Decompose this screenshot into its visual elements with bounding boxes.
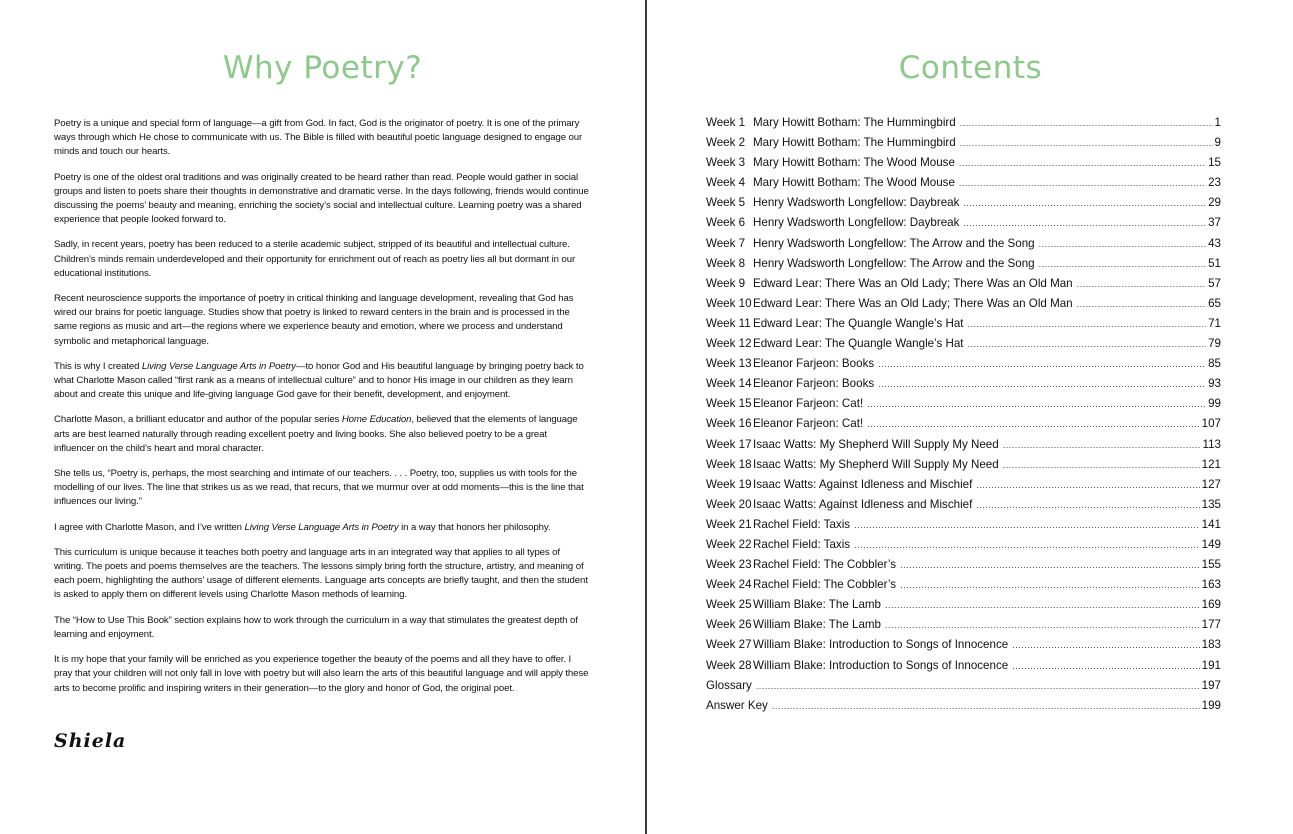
- essay-paragraph: [54, 360, 590, 403]
- toc-entry-title: Eleanor Farjeon: Books: [753, 377, 875, 391]
- toc-page-number: 57: [1208, 276, 1221, 290]
- toc-entry[interactable]: [706, 216, 1221, 236]
- toc-entry[interactable]: [706, 116, 1221, 136]
- toc-week-label: Week 2: [706, 136, 746, 150]
- toc-page-number: 135: [1201, 497, 1221, 511]
- toc-entry-title: Eleanor Farjeon: Cat!: [753, 397, 864, 411]
- toc-week-label: Week 16: [706, 417, 752, 431]
- toc-entry[interactable]: [706, 478, 1221, 498]
- toc-page-number: 197: [1201, 678, 1221, 692]
- toc-page-number: 23: [1208, 176, 1221, 190]
- toc-entry[interactable]: [706, 156, 1221, 176]
- toc-week-label: Week 17: [706, 437, 752, 451]
- toc-entry-title: Rachel Field: The Cobbler’s: [753, 578, 897, 592]
- toc-leader-dots: [878, 379, 1206, 389]
- toc-page-number: 163: [1201, 578, 1221, 592]
- toc-entry-title: Mary Howitt Botham: The Wood Mouse: [753, 176, 955, 190]
- essay-paragraph: [54, 413, 590, 456]
- toc-leader-dots: [867, 399, 1206, 409]
- toc-entry[interactable]: [706, 598, 1221, 618]
- toc-leader-dots: [968, 339, 1207, 349]
- toc-page-number: 9: [1214, 136, 1221, 150]
- toc-leader-dots: [885, 620, 1200, 630]
- toc-entry[interactable]: [706, 518, 1221, 538]
- toc-page-number: 1: [1214, 116, 1221, 129]
- toc-entry[interactable]: [706, 558, 1221, 578]
- paragraph-text: This curriculum is unique because it teaches both poetry and language arts in an integrated way that applies to all types of writing. The poets and poems themselves are the teachers. The lessons simply bring forth the structure, artistry, and meaning of each poem, highlighting the authors’ usage of different elements. Language arts concepts are briefly taught, and then the student is asked to apply them on different levels using Charlotte Mason methods of learning.: [54, 546, 588, 601]
- essay-paragraph: [54, 467, 590, 510]
- paragraph-text: Poetry is one of the oldest oral traditions and was originally created to be heard rather than read. People would gather in social groups and listen to poets share their thoughts in demonstrative and dramatic verse. In the days following, friends would continue discussing the poems’ beauty and meaning, enriching the society’s social and intellectual culture. Learning poetry was a shared experience that people looked forward to.: [54, 171, 589, 226]
- toc-entry-title: Isaac Watts: Against Idleness and Mischief: [753, 477, 973, 491]
- toc-entry-title: William Blake: Introduction to Songs of Innocence: [753, 638, 1009, 652]
- toc-page-number: 65: [1208, 296, 1221, 310]
- toc-leader-dots: [960, 138, 1213, 148]
- toc-week-label: Week 13: [706, 357, 752, 371]
- toc-entry-title: Edward Lear: The Quangle Wangle’s Hat: [753, 316, 964, 330]
- toc-entry-title: Isaac Watts: My Shepherd Will Supply My Need: [753, 457, 999, 471]
- toc-entry[interactable]: [706, 196, 1221, 216]
- toc-entry-title: Edward Lear: There Was an Old Lady; There Was an Old Man: [753, 276, 1073, 290]
- toc-entry-title: Isaac Watts: Against Idleness and Mischief: [753, 497, 973, 511]
- toc-page-number: 43: [1208, 236, 1221, 250]
- page-divider: [645, 0, 647, 834]
- toc-entry-title: Rachel Field: The Cobbler’s: [753, 558, 897, 572]
- toc-entry[interactable]: [706, 397, 1221, 417]
- toc-leader-dots: [1039, 239, 1206, 249]
- toc-entry[interactable]: [706, 257, 1221, 277]
- essay-paragraph: [54, 546, 590, 603]
- toc-leader-dots: [878, 359, 1206, 369]
- toc-week-label: Week 14: [706, 377, 752, 391]
- toc-entry-title: Eleanor Farjeon: Books: [753, 357, 875, 371]
- toc-week-label: Week 19: [706, 477, 752, 491]
- toc-week-label: Week 9: [706, 276, 746, 290]
- left-page: [0, 0, 645, 834]
- toc-leader-dots: [959, 158, 1206, 168]
- toc-page-number: 37: [1208, 216, 1221, 230]
- toc-entry[interactable]: [706, 679, 1221, 699]
- toc-entry[interactable]: [706, 176, 1221, 196]
- toc-leader-dots: [885, 600, 1200, 610]
- toc-entry[interactable]: [706, 357, 1221, 377]
- paragraph-text: Sadly, in recent years, poetry has been reduced to a sterile academic subject, stripped of its beautiful and intellectual culture. Children’s minds remain underdeveloped and their opportunity for enrichment out of reach as poetry lies all but dormant in our educational institutions.: [54, 239, 576, 279]
- toc-entry-title: Henry Wadsworth Longfellow: The Arrow and the Song: [753, 236, 1035, 250]
- toc-leader-dots: [900, 580, 1200, 590]
- toc-entry[interactable]: [706, 618, 1221, 638]
- toc-entry-title: Henry Wadsworth Longfellow: The Arrow and the Song: [753, 256, 1035, 270]
- toc-page-number: 199: [1201, 698, 1221, 712]
- toc-page-number: 141: [1201, 517, 1221, 531]
- toc-week-label: Week 28: [706, 658, 752, 672]
- paragraph-text: Poetry is a unique and special form of language—a gift from God. In fact, God is the originator of poetry. It is one of the primary ways through which He chose to communicate with us. The Bible is filled with beautiful poetic language designed to engage our minds and touch our hearts.: [54, 118, 583, 158]
- paragraph-text: in a way that honors her philosophy.: [398, 521, 551, 533]
- toc-week-label: Week 15: [706, 397, 752, 411]
- toc-week-label: Week 12: [706, 337, 752, 351]
- toc-leader-dots: [900, 560, 1200, 570]
- toc-week-label: Week 10: [706, 296, 752, 310]
- toc-entry[interactable]: [706, 498, 1221, 518]
- paragraph-text: It is my hope that your family will be enriched as you experience together the beauty of the poems and all they have to offer. I pray that your children will not only fall in love with poetry but will also learn the arts of this beautiful language and will apply these arts to become prolific and inspiring writers in their generation—to the glory and honor of God, the original poet.: [54, 654, 589, 694]
- toc-entry[interactable]: [706, 297, 1221, 317]
- toc-entry[interactable]: [706, 699, 1221, 719]
- toc-entry[interactable]: [706, 638, 1221, 658]
- toc-leader-dots: [772, 701, 1200, 711]
- toc-week-label: Week 26: [706, 618, 752, 632]
- essay-paragraph: [54, 653, 590, 696]
- toc-entry-title: Mary Howitt Botham: The Wood Mouse: [753, 156, 955, 170]
- toc-leader-dots: [968, 319, 1207, 329]
- toc-entry[interactable]: [706, 277, 1221, 297]
- toc-week-label: Week 11: [706, 316, 751, 330]
- toc-entry-title: Answer Key: [706, 698, 768, 712]
- toc-week-label: Week 24: [706, 578, 752, 592]
- toc-page-number: 85: [1208, 357, 1221, 371]
- toc-week-label: Week 1: [706, 116, 746, 129]
- toc-entry[interactable]: [706, 578, 1221, 598]
- table-of-contents: [706, 116, 1221, 719]
- toc-entry-title: Eleanor Farjeon: Cat!: [753, 417, 864, 431]
- toc-entry-title: William Blake: The Lamb: [753, 598, 882, 612]
- toc-entry-title: Henry Wadsworth Longfellow: Daybreak: [753, 216, 960, 230]
- toc-entry[interactable]: [706, 317, 1221, 337]
- toc-page-number: 149: [1201, 537, 1221, 551]
- essay-body: [54, 117, 590, 707]
- toc-page-number: 177: [1201, 618, 1221, 632]
- book-title-italic: Living Verse Language Arts in Poetry: [141, 360, 296, 372]
- toc-week-label: Week 5: [706, 196, 746, 210]
- toc-leader-dots: [1077, 299, 1206, 309]
- toc-entry-title: Rachel Field: Taxis: [753, 537, 851, 551]
- toc-entry-title: Mary Howitt Botham: The Hummingbird: [753, 136, 956, 150]
- essay-paragraph: [54, 614, 590, 642]
- paragraph-text: She tells us, “Poetry is, perhaps, the most searching and intimate of our teachers. . . . Poetry, too, supplies us with tools for the modelling of our lives. The line that strikes us as we read, that recurs, that we murmur over at odd moments—this is the line that influences our living.”: [54, 468, 584, 508]
- paragraph-text: I agree with Charlotte Mason, and I’ve written: [54, 521, 245, 533]
- toc-entry-title: Isaac Watts: My Shepherd Will Supply My Need: [753, 437, 999, 451]
- toc-leader-dots: [1012, 640, 1199, 650]
- essay-paragraph: [54, 292, 590, 349]
- page-title-why-poetry: Why Poetry?: [222, 50, 423, 86]
- essay-paragraph: [54, 117, 590, 160]
- toc-week-label: Week 23: [706, 558, 752, 572]
- toc-page-number: 107: [1201, 417, 1221, 431]
- toc-leader-dots: [756, 681, 1200, 691]
- toc-week-label: Week 25: [706, 598, 752, 612]
- toc-entry-title: William Blake: The Lamb: [753, 618, 882, 632]
- paragraph-text: Charlotte Mason, a brilliant educator and author of the popular series: [54, 414, 342, 426]
- toc-entry-title: Rachel Field: Taxis: [753, 517, 851, 531]
- essay-paragraph: [54, 521, 590, 535]
- toc-page-number: 121: [1201, 457, 1221, 471]
- toc-entry[interactable]: [706, 659, 1221, 679]
- toc-week-label: Week 3: [706, 156, 746, 170]
- toc-entry[interactable]: [706, 438, 1221, 458]
- toc-leader-dots: [1012, 661, 1199, 671]
- paragraph-text: Recent neuroscience supports the importance of poetry in critical thinking and language development, revealing that God has wired our brains for poetic language. Studies show that poetry is linked to reward centers in the brain and is processed in the same regions as music and art—the regions where we experience beauty and emotion, where we process and understand symbolic and metaphorical language.: [54, 293, 574, 347]
- toc-week-label: Week 22: [706, 537, 752, 551]
- toc-page-number: 15: [1208, 156, 1221, 170]
- toc-leader-dots: [959, 178, 1206, 188]
- toc-week-label: Week 7: [706, 236, 746, 250]
- toc-entry-title: Mary Howitt Botham: The Hummingbird: [753, 116, 956, 129]
- toc-leader-dots: [960, 118, 1213, 128]
- toc-page-number: 71: [1208, 316, 1221, 330]
- toc-entry[interactable]: [706, 458, 1221, 478]
- toc-entry-title: Glossary: [706, 678, 752, 692]
- toc-week-label: Week 8: [706, 256, 746, 270]
- paragraph-text: , believed that the elements of language arts are best learned naturally through reading excellent poetry and living books. She also believed poetry to be a great influencer on the child’s heart and moral character.: [54, 414, 578, 454]
- toc-entry[interactable]: [706, 538, 1221, 558]
- toc-leader-dots: [1003, 460, 1200, 470]
- toc-week-label: Week 4: [706, 176, 746, 190]
- paragraph-text: —to honor God and His beautiful language by bringing poetry back to what Charlotte Mason called “first rank as a means of intellectual culture” and to honor His image in our children as they learn about and create this unique and life-giving language God gave for their benefit, development, and enjoyment.: [54, 360, 584, 401]
- toc-leader-dots: [854, 540, 1200, 550]
- toc-page-number: 169: [1201, 598, 1221, 612]
- toc-leader-dots: [963, 198, 1206, 208]
- toc-entry-title: Edward Lear: There Was an Old Lady; There Was an Old Man: [753, 296, 1073, 310]
- toc-week-label: Week 6: [706, 216, 746, 230]
- toc-page-number: 99: [1208, 397, 1221, 411]
- toc-leader-dots: [854, 520, 1200, 530]
- toc-page-number: 113: [1202, 437, 1221, 451]
- toc-page-number: 29: [1208, 196, 1221, 210]
- toc-entry[interactable]: [706, 237, 1221, 257]
- toc-leader-dots: [1003, 440, 1201, 450]
- author-signature: Shiela: [54, 730, 127, 752]
- paragraph-text: The “How to Use This Book” section explains how to work through the curriculum in a way that stimulates the greatest depth of learning and enjoyment.: [54, 614, 578, 640]
- toc-page-number: 183: [1201, 638, 1221, 652]
- essay-paragraph: [54, 238, 590, 281]
- toc-leader-dots: [976, 480, 1199, 490]
- toc-entry-title: Henry Wadsworth Longfellow: Daybreak: [753, 196, 960, 210]
- toc-entry[interactable]: [706, 377, 1221, 397]
- toc-week-label: Week 21: [706, 517, 752, 531]
- essay-paragraph: [54, 171, 590, 228]
- book-title-italic: Living Verse Language Arts in Poetry: [244, 521, 399, 533]
- right-page: [648, 0, 1293, 834]
- toc-page-number: 79: [1208, 337, 1221, 351]
- toc-leader-dots: [1077, 279, 1206, 289]
- toc-entry-title: William Blake: Introduction to Songs of Innocence: [753, 658, 1009, 672]
- toc-entry[interactable]: [706, 337, 1221, 357]
- toc-entry-title: Edward Lear: The Quangle Wangle’s Hat: [753, 337, 964, 351]
- toc-week-label: Week 18: [706, 457, 752, 471]
- toc-page-number: 51: [1208, 256, 1221, 270]
- toc-page-number: 127: [1201, 477, 1221, 491]
- toc-leader-dots: [867, 419, 1199, 429]
- page-title-contents: Contents: [898, 50, 1043, 86]
- toc-entry[interactable]: [706, 417, 1221, 437]
- toc-week-label: Week 20: [706, 497, 752, 511]
- toc-page-number: 93: [1208, 377, 1221, 391]
- book-title-italic: Home Education: [341, 414, 412, 426]
- toc-leader-dots: [976, 500, 1199, 510]
- paragraph-text: This is why I created: [54, 360, 142, 372]
- toc-leader-dots: [1039, 259, 1206, 269]
- toc-leader-dots: [963, 218, 1206, 228]
- toc-entry[interactable]: [706, 136, 1221, 156]
- toc-week-label: Week 27: [706, 638, 752, 652]
- toc-page-number: 191: [1201, 658, 1221, 672]
- toc-page-number: 155: [1201, 558, 1221, 572]
